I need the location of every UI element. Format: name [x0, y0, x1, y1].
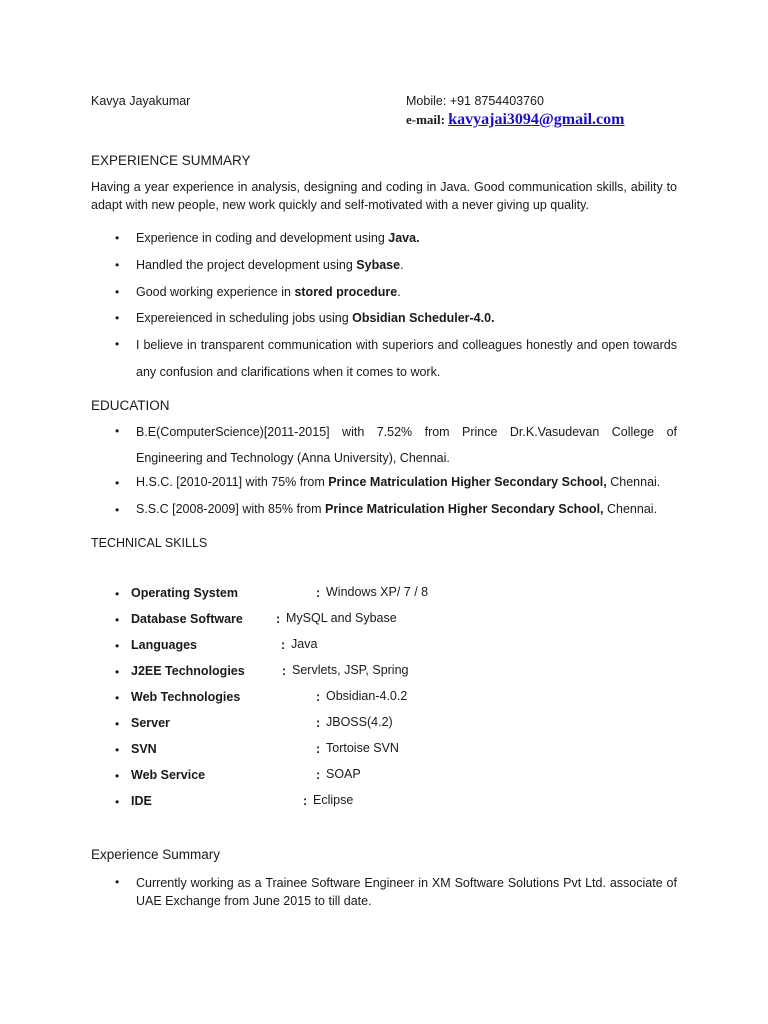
skill-name: SVN — [131, 742, 157, 756]
skill-separator: : — [316, 690, 321, 704]
bullet-icon: • — [115, 639, 120, 653]
skill-separator: : — [316, 742, 321, 756]
skill-value: Java — [291, 637, 318, 651]
summary-bullet-2: Handled the project development using Sybase. — [136, 258, 404, 272]
skill-separator: : — [282, 664, 287, 678]
bullet-icon: • — [115, 285, 120, 299]
skill-name: IDE — [131, 794, 152, 808]
skill-value: Tortoise SVN — [326, 741, 399, 755]
summary-bullet-5-line2: any confusion and clarifications when it comes to work. — [136, 365, 441, 379]
summary-bullet-5-line1: I believe in transparent communication with superiors and colleagues honestly and open towards — [136, 338, 677, 352]
skill-value: MySQL and Sybase — [286, 611, 397, 625]
bullet-icon: • — [115, 613, 120, 627]
bullet-icon: • — [115, 665, 120, 679]
skill-value: Eclipse — [313, 793, 354, 807]
skill-name: Web Service — [131, 768, 206, 782]
bullet-icon: • — [115, 337, 120, 351]
skill-separator: : — [316, 586, 321, 600]
email-label: e-mail: — [406, 112, 449, 127]
experience-summary-heading: EXPERIENCE SUMMARY — [91, 153, 251, 168]
skill-separator: : — [316, 716, 321, 730]
bullet-icon: • — [115, 476, 120, 490]
bullet-icon: • — [115, 795, 120, 809]
technical-skills-heading: TECHNICAL SKILLS — [91, 536, 208, 550]
candidate-name: Kavya Jayakumar — [91, 94, 191, 108]
bullet-icon: • — [115, 875, 120, 889]
summary-paragraph-line2: adapt with new people, new work quickly and self-motivated with a never giving up quality. — [91, 198, 589, 212]
skill-separator: : — [303, 794, 308, 808]
skill-name: Database Software — [131, 612, 243, 626]
current-job-line2: UAE Exchange from June 2015 to till date. — [136, 894, 372, 908]
skill-value: JBOSS(4.2) — [326, 715, 393, 729]
skill-separator: : — [281, 638, 286, 652]
current-job-line1: Currently working as a Trainee Software Engineer in XM Software Solutions Pvt Ltd. associate of — [136, 876, 677, 890]
bullet-icon: • — [115, 587, 120, 601]
bullet-icon: • — [115, 743, 120, 757]
skill-value: SOAP — [326, 767, 361, 781]
summary-bullet-1: Experience in coding and development using Java. — [136, 231, 420, 245]
bullet-icon: • — [115, 258, 120, 272]
skill-name: Server — [131, 716, 170, 730]
summary-bullet-3: Good working experience in stored procedure. — [136, 285, 401, 299]
bullet-icon: • — [115, 503, 120, 517]
skill-name: Operating System — [131, 586, 238, 600]
email-link[interactable]: kavyajai3094@gmail.com — [448, 111, 625, 128]
skill-value: Servlets, JSP, Spring — [292, 663, 409, 677]
skill-name: Languages — [131, 638, 197, 652]
bullet-icon: • — [115, 231, 120, 245]
skill-separator: : — [316, 768, 321, 782]
education-ssc: S.S.C [2008-2009] with 85% from Prince Matriculation Higher Secondary School, Chennai. — [136, 502, 658, 516]
skill-value: Obsidian-4.0.2 — [326, 689, 408, 703]
skill-name: J2EE Technologies — [131, 664, 245, 678]
education-hsc: H.S.C. [2010-2011] with 75% from Prince Matriculation Higher Secondary School, Chennai. — [136, 475, 661, 489]
bullet-icon: • — [115, 691, 120, 705]
summary-bullet-4: Expereienced in scheduling jobs using Obsidian Scheduler-4.0. — [136, 311, 495, 325]
summary-paragraph-line1: Having a year experience in analysis, designing and coding in Java. Good communication skills, ability to — [91, 180, 677, 194]
education-be-line2: Engineering and Technology (Anna University), Chennai. — [136, 451, 450, 465]
bullet-icon: • — [115, 769, 120, 783]
bullet-icon: • — [115, 311, 120, 325]
skill-name: Web Technologies — [131, 690, 241, 704]
skill-value: Windows XP/ 7 / 8 — [326, 585, 429, 599]
education-be-line1: B.E(ComputerScience)[2011-2015] with 7.52% from Prince Dr.K.Vasudevan College of — [136, 425, 677, 439]
bullet-icon: • — [115, 717, 120, 731]
experience-summary2-heading: Experience Summary — [91, 847, 221, 862]
bullet-icon: • — [115, 424, 120, 438]
mobile-number: Mobile: +91 8754403760 — [406, 94, 544, 108]
email-line — [406, 111, 624, 129]
education-heading: EDUCATION — [91, 398, 170, 413]
skill-separator: : — [276, 612, 281, 626]
